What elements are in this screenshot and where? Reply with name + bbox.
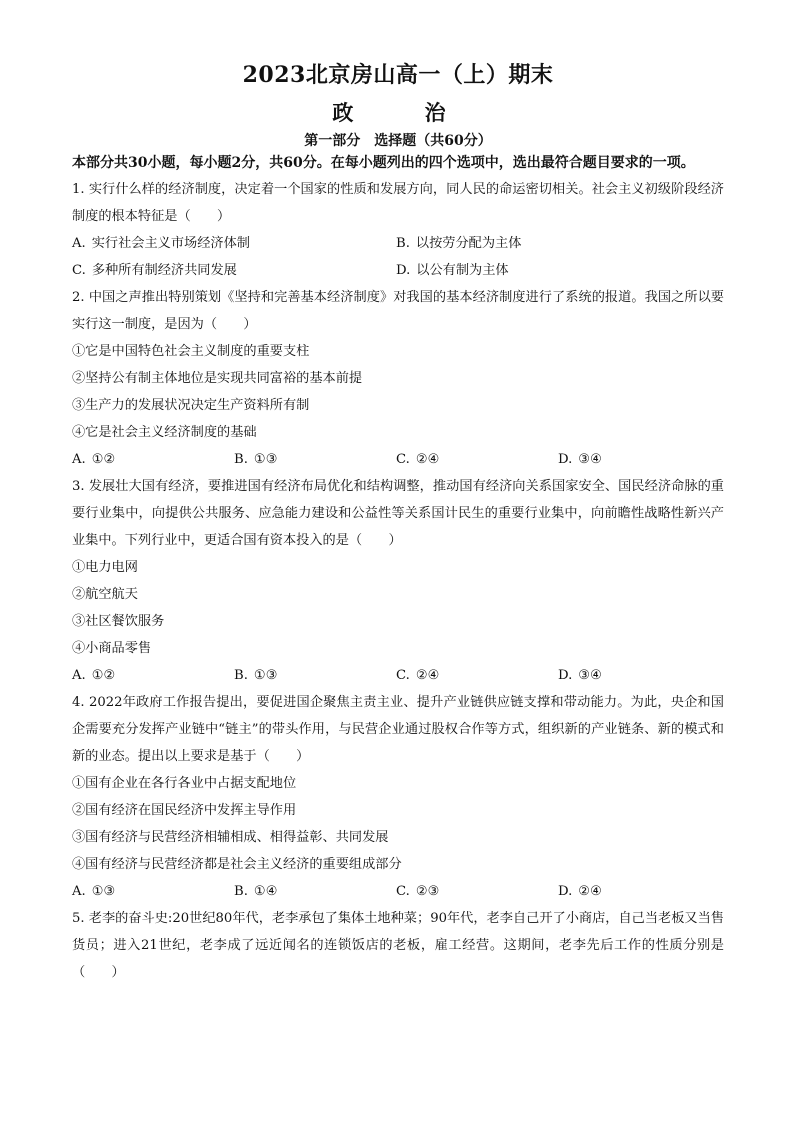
statement-1: ①国有企业在各行各业中占据支配地位 [72,775,297,791]
option-letter: A. [72,235,86,251]
option-letter: D. [558,451,573,467]
option-text: 实行社会主义市场经济体制 [91,235,250,251]
option-text: ②④ [415,451,440,467]
option-text: 以按劳分配为主体 [415,235,522,251]
option-letter: A. [72,667,86,683]
option-text: 多种所有制经济共同发展 [91,262,237,278]
option-c [396,662,558,689]
statement-2: ②航空航天 [72,586,138,602]
option-letter: D. [558,883,573,899]
option-d [558,878,720,905]
option-letter: C. [396,667,410,683]
question-stem: 3. 发展壮大国有经济，要推进国有经济布局优化和结构调整，推动国有经济向关系国家安全、国民经济命脉的重要行业集中，向提供公共服务、应急能力建设和公益性等关系国计民生的重要行业集中，向前瞻性战略性新兴产业集中。下列行业中，更适合国有资本投入的是（ ） [72,478,724,548]
section-heading: 第一部分 选择题（共60分） [304,133,492,149]
option-c [396,878,558,905]
exam-page [72,58,724,986]
option-text: ①③ [253,667,278,683]
exam-title: 2023北京房山高一（上）期末 [242,62,554,88]
option-letter: C. [396,451,410,467]
option-letter: C. [72,262,86,278]
question-stem: 2. 中国之声推出特别策划《坚持和完善基本经济制度》对我国的基本经济制度进行了系统的报道。我国之所以要实行这一制度，是因为（ ） [72,289,724,332]
statement-3: ③国有经济与民营经济相辅相成、相得益彰、共同发展 [72,829,389,845]
option-letter: B. [396,235,410,251]
option-d [396,257,720,284]
option-letter: D. [396,262,411,278]
option-d [558,446,720,473]
option-letter: B. [234,883,248,899]
option-b [396,230,720,257]
option-text: ②④ [415,667,440,683]
option-b [234,446,396,473]
option-letter: A. [72,883,86,899]
statement-2: ②坚持公有制主体地位是实现共同富裕的基本前提 [72,370,363,386]
option-letter: A. [72,451,86,467]
statement-4: ④国有经济与民营经济都是社会主义经济的重要组成部分 [72,856,402,872]
option-text: ①③ [91,883,116,899]
question-stem: 5. 老李的奋斗史:20世纪80年代，老李承包了集体土地种菜；90年代，老李自己开了小商店，自己当老板又当售货员；进入21世纪，老李成了远近闻名的连锁饭店的老板，雇工经营。这期间，老李先后工作的性质分别是（ ） [72,910,724,980]
option-letter: B. [234,451,248,467]
option-text: 以公有制为主体 [416,262,509,278]
statement-4: ④它是社会主义经济制度的基础 [72,424,257,440]
option-letter: D. [558,667,573,683]
section-instruction: 本部分共30小题，每小题2分，共60分。在每小题列出的四个选项中，选出最符合题目要求的一项。 [72,155,695,171]
statement-2: ②国有经济在国民经济中发挥主导作用 [72,802,297,818]
question-stem: 4. 2022年政府工作报告提出，要促进国企聚焦主责主业、提升产业链供应链支撑和带动能力。为此，央企和国企需要充分发挥产业链中“链主”的带头作用，与民营企业通过股权合作等方式，组织新的产业链条、新的模式和新的业态。提出以上要求是基于（ ） [72,694,724,764]
option-text: ②④ [578,883,602,899]
option-list [72,662,724,689]
option-c [396,446,558,473]
question-1 [72,176,724,284]
option-a [72,446,234,473]
question-3 [72,473,724,689]
option-list [72,446,724,473]
option-c [72,257,396,284]
option-text: ①② [91,667,116,683]
option-a [72,662,234,689]
option-text: ①③ [253,451,278,467]
statement-3: ③生产力的发展状况决定生产资料所有制 [72,397,310,413]
option-letter: C. [396,883,410,899]
option-a [72,230,396,257]
option-text: ③④ [578,451,602,467]
question-5 [72,905,724,986]
option-text: ①④ [253,883,278,899]
subject-title: 政 治 [332,100,464,125]
option-text: ②③ [415,883,440,899]
option-a [72,878,234,905]
question-2 [72,284,724,473]
option-letter: B. [234,667,248,683]
statement-3: ③社区餐饮服务 [72,613,165,629]
statement-1: ①电力电网 [72,559,138,575]
statement-1: ①它是中国特色社会主义制度的重要支柱 [72,343,310,359]
option-b [234,878,396,905]
option-text: ①② [91,451,116,467]
option-d [558,662,720,689]
option-text: ③④ [578,667,602,683]
option-list [72,878,724,905]
option-b [234,662,396,689]
question-stem: 1. 实行什么样的经济制度，决定着一个国家的性质和发展方向，同人民的命运密切相关。社会主义初级阶段经济制度的根本特征是（ ） [72,181,724,224]
statement-4: ④小商品零售 [72,640,152,656]
option-list [72,230,724,284]
question-4 [72,689,724,905]
